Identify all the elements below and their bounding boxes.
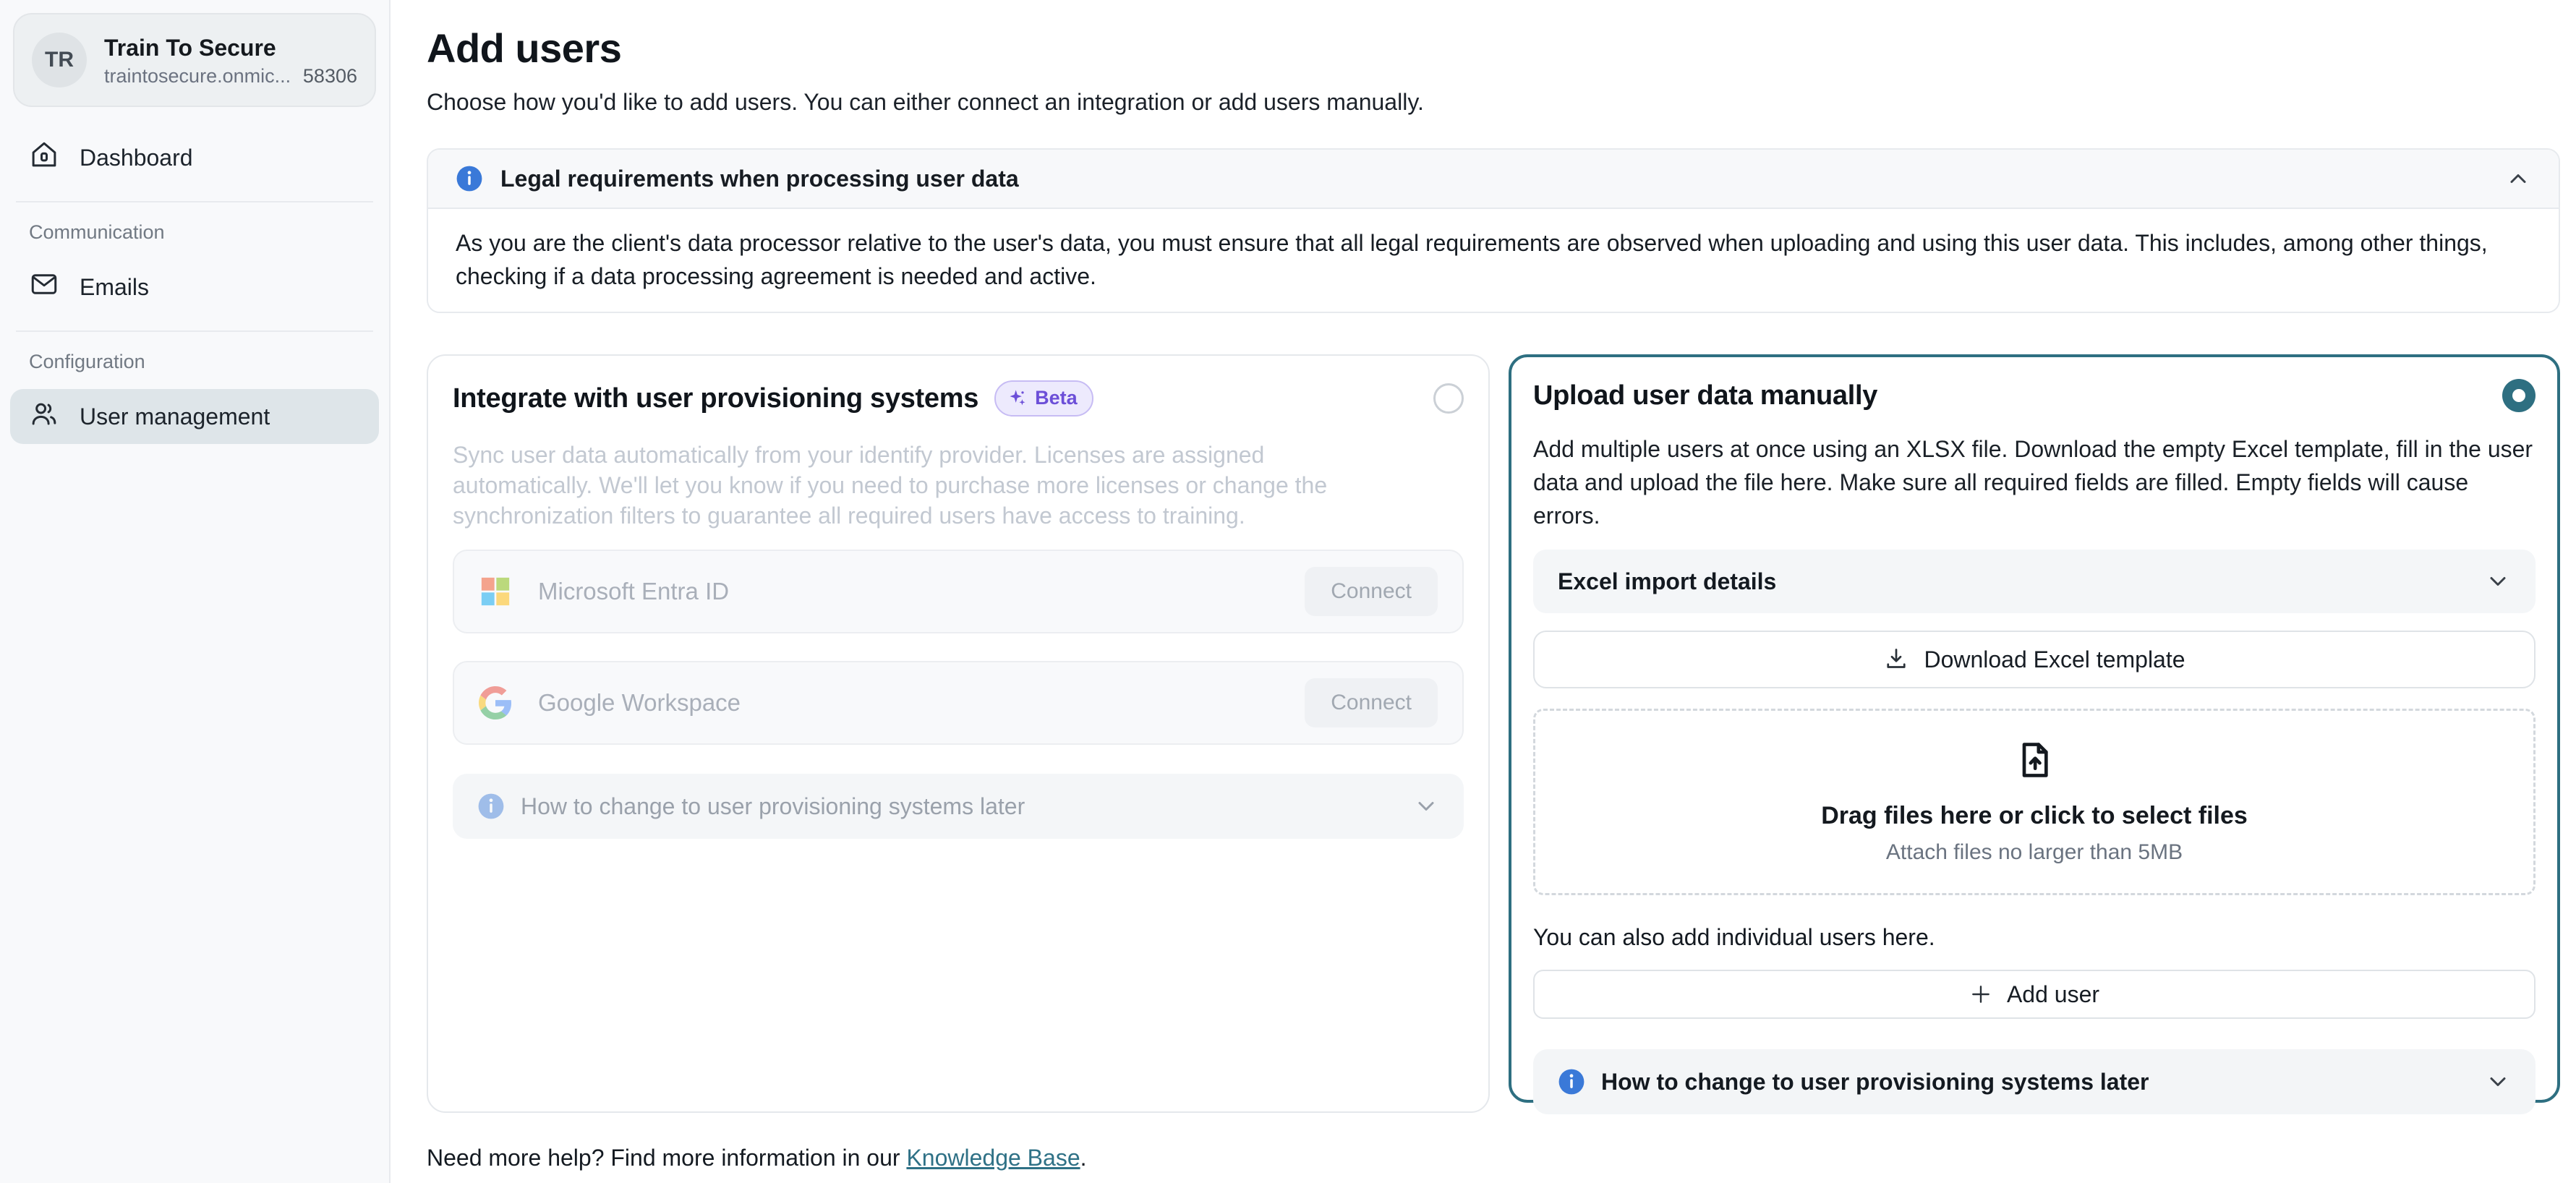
legal-banner-toggle[interactable] xyxy=(428,150,2559,208)
chevron-down-icon xyxy=(1413,793,1439,819)
upload-help-accordion[interactable] xyxy=(1533,1049,2536,1114)
nav-section-communication: Communication xyxy=(29,221,165,243)
sidebar-item-user-management[interactable] xyxy=(10,389,379,444)
integration-card-title: Integrate with user provisioning systems xyxy=(453,383,979,414)
sidebar-item-emails[interactable] xyxy=(10,260,379,315)
accordion-label: Excel import details xyxy=(1558,568,1777,594)
help-footer xyxy=(427,1145,2560,1171)
accordion-label: How to change to user provisioning systems later xyxy=(521,793,1025,819)
excel-import-details-accordion[interactable] xyxy=(1533,550,2536,613)
legal-banner xyxy=(427,148,2560,313)
legal-banner-body: As you are the client's data processor relative to the user's data, you must ensure that all legal requirements are observed when uploading and using this user data. This includes, among other things, checking if a data processing agreement is needed and active. xyxy=(428,208,2559,312)
dropzone-hint: Attach files no larger than 5MB xyxy=(1885,840,2183,864)
file-upload-icon xyxy=(2014,740,2055,780)
provider-name: Microsoft Entra ID xyxy=(538,578,730,605)
mail-icon xyxy=(29,269,59,305)
org-code: 58306 xyxy=(302,64,357,87)
beta-badge xyxy=(994,380,1093,417)
chevron-down-icon xyxy=(2485,568,2511,594)
main-content xyxy=(391,0,2576,1183)
provider-row-microsoft xyxy=(453,550,1464,633)
org-name: Train To Secure xyxy=(104,34,276,61)
footer-text: . xyxy=(1080,1145,1087,1171)
sidebar-item-dashboard[interactable] xyxy=(10,130,379,185)
sparkles-icon xyxy=(1007,388,1028,409)
plus-icon xyxy=(1969,983,1992,1006)
info-icon xyxy=(1558,1068,1585,1096)
file-dropzone[interactable] xyxy=(1533,709,2536,895)
org-domain: traintosecure.onmic... xyxy=(104,64,291,87)
sidebar-item-label: User management xyxy=(80,403,270,430)
upload-card-title: Upload user data manually xyxy=(1533,380,1878,411)
sidebar-item-label: Dashboard xyxy=(80,144,193,171)
legal-banner-title: Legal requirements when processing user data xyxy=(500,165,1019,192)
page-title: Add users xyxy=(427,25,622,71)
users-icon xyxy=(29,398,59,435)
integration-help-accordion[interactable] xyxy=(453,774,1464,839)
connect-google-button[interactable]: Connect xyxy=(1305,678,1438,727)
info-icon xyxy=(477,793,505,820)
chevron-down-icon xyxy=(2485,1069,2511,1095)
knowledge-base-link[interactable]: Knowledge Base xyxy=(906,1145,1080,1171)
individual-users-note: You can also add individual users here. xyxy=(1533,924,1935,950)
upload-card xyxy=(1509,354,2560,1103)
microsoft-logo-icon xyxy=(479,575,512,608)
provider-row-google xyxy=(453,661,1464,745)
connect-microsoft-button[interactable]: Connect xyxy=(1305,567,1438,616)
upload-description: Add multiple users at once using an XLSX file. Download the empty Excel template, fill in the user data and upload the file here. Make sure all required fields are filled. Empty fields will cause errors. xyxy=(1533,436,2533,529)
avatar-initials: TR xyxy=(45,48,74,72)
nav-section-configuration: Configuration xyxy=(29,351,145,372)
google-logo-icon xyxy=(479,686,512,719)
download-icon xyxy=(1883,646,1909,672)
footer-text: Need more help? Find more information in our xyxy=(427,1145,907,1171)
provider-name: Google Workspace xyxy=(538,689,741,716)
upload-radio-selected[interactable] xyxy=(2502,379,2536,412)
sidebar xyxy=(0,0,391,1183)
integration-description: Sync user data automatically from your identify provider. Licenses are assigned automatically. We'll let you know if you need to purchase more licenses or change the synchronization filters to guarantee all required users have access to training. xyxy=(453,442,1328,529)
add-user-button[interactable] xyxy=(1533,970,2536,1019)
integration-card xyxy=(427,354,1490,1113)
org-switcher[interactable] xyxy=(13,13,376,107)
add-user-label: Add user xyxy=(2006,981,2100,1007)
avatar xyxy=(32,33,87,87)
accordion-label: How to change to user provisioning systems later xyxy=(1601,1068,2149,1095)
chevron-up-icon xyxy=(2505,166,2531,192)
page-subtitle: Choose how you'd like to add users. You can either connect an integration or add users manually. xyxy=(427,89,1424,115)
download-template-label: Download Excel template xyxy=(1924,646,2185,672)
download-template-button[interactable] xyxy=(1533,631,2536,688)
sidebar-nav xyxy=(0,120,389,444)
home-icon xyxy=(29,140,59,176)
dropzone-title: Drag files here or click to select files xyxy=(1821,801,2248,829)
sidebar-item-label: Emails xyxy=(80,273,150,300)
divider xyxy=(16,201,373,202)
integration-radio[interactable] xyxy=(1433,383,1464,414)
divider xyxy=(16,330,373,332)
beta-badge-label: Beta xyxy=(1035,387,1078,409)
info-icon xyxy=(456,165,483,192)
